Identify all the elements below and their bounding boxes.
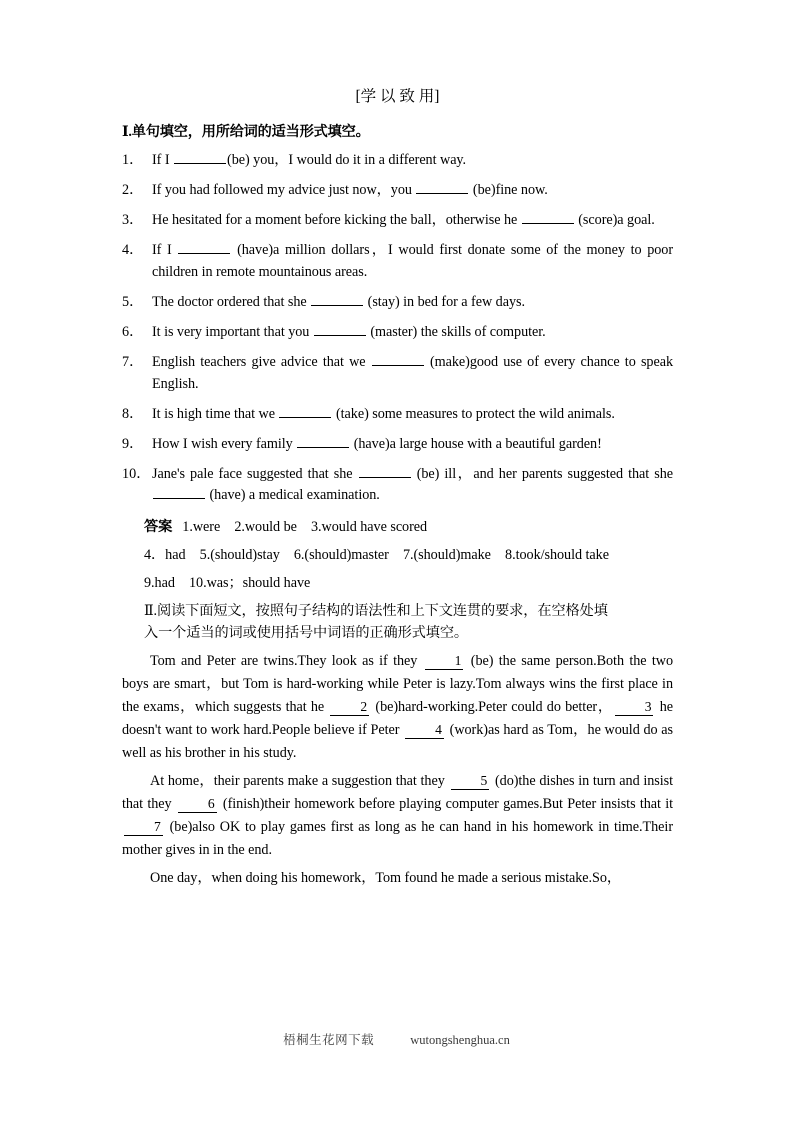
passage-text: he doesn't want to work hard.People believe if Peter — [122, 698, 673, 738]
answer-blank[interactable] — [359, 464, 411, 477]
question-number: 9． — [122, 435, 144, 452]
question-text: It is very important that you — [152, 323, 313, 340]
question-number: 4． — [122, 242, 144, 259]
page-footer — [0, 1030, 793, 1048]
question-text: The doctor ordered that she — [152, 293, 311, 310]
question-text: (have) a medical examination. — [206, 487, 380, 504]
question-number: 3． — [122, 212, 144, 229]
question-item — [122, 210, 673, 232]
passage-text: (do)the dishes in turn and insist that they — [122, 772, 674, 812]
question-text: (make)good use of every chance to speak English. — [152, 354, 673, 392]
question-text: If you had followed my advice just now，you — [152, 182, 416, 199]
answer-label: 答案 — [144, 518, 173, 535]
answer-text-1: 1.were 2.would be 3.would have scored — [182, 518, 428, 535]
passage-paragraph — [122, 650, 673, 765]
question-item — [122, 464, 673, 507]
answer-blank[interactable] — [314, 322, 366, 335]
question-text: How I wish every family — [152, 435, 297, 452]
question-text: It is high time that we — [152, 405, 279, 422]
question-number: 8． — [122, 405, 144, 422]
passage-text: (work)as hard as Tom，he would do as well as his brother in his study. — [122, 721, 673, 761]
question-number: 2． — [122, 182, 144, 199]
passage-text: Tom and Peter are twins.They look as if they — [150, 652, 423, 669]
passage-text: (be)hard-working.Peter could do better， — [371, 698, 613, 715]
passage-paragraph — [122, 867, 673, 890]
question-text: (take) some measures to protect the wild animals. — [332, 405, 615, 422]
question-text: (stay) in bed for a few days. — [364, 293, 525, 310]
question-text: (score)a goal. — [574, 212, 655, 229]
question-text: Jane's pale face suggested that she — [152, 465, 358, 482]
question-item — [122, 150, 673, 172]
answer-blank[interactable] — [153, 486, 205, 499]
answer-blank[interactable] — [178, 241, 230, 254]
question-item — [122, 322, 673, 344]
passage-paragraph — [122, 770, 673, 862]
question-number: 1． — [122, 151, 144, 168]
answer-blank[interactable] — [174, 151, 226, 164]
question-number: 5． — [122, 293, 144, 310]
passage-blank[interactable]: 6 — [178, 797, 217, 813]
footer-url: wutongshenghua.cn — [410, 1033, 510, 1047]
section-heading-2 — [122, 600, 673, 645]
question-text: (be) ill，and her parents suggested that she — [411, 465, 673, 482]
question-text: If I — [152, 151, 174, 168]
question-item — [122, 434, 673, 456]
section-heading-1: Ⅰ.单句填空，用所给词的适当形式填空。 — [122, 123, 370, 140]
passage-blank[interactable]: 5 — [451, 774, 490, 790]
document-content — [122, 86, 673, 890]
question-text: English teachers give advice that we — [152, 354, 371, 371]
passage-blank[interactable]: 1 — [425, 654, 464, 670]
question-item — [122, 180, 673, 202]
answer-line-3: 9.had 10.was；should have — [144, 574, 311, 591]
passage-text: (finish)their homework before playing computer games.But Peter insists that it — [218, 795, 673, 812]
question-text: He hesitated for a moment before kicking the ball，otherwise he — [152, 212, 521, 229]
question-item — [122, 352, 673, 395]
passage — [122, 650, 673, 890]
question-text: (be) you，I would do it in a different way. — [227, 151, 467, 168]
passage-blank[interactable]: 3 — [615, 700, 654, 716]
question-item — [122, 404, 673, 426]
answer-blank[interactable] — [372, 353, 424, 366]
question-number: 6． — [122, 323, 144, 340]
answer-blank[interactable] — [279, 404, 331, 417]
answer-block — [122, 516, 673, 594]
question-text: (be)fine now. — [469, 182, 548, 199]
passage-text: (be)also OK to play games first as long as he can hand in his homework in time.Their mother gives in in the end. — [122, 818, 673, 858]
question-number: 7． — [122, 354, 144, 371]
question-text: (have)a million dollars，I would first donate some of the money to poor children in remote mountainous areas. — [152, 242, 673, 280]
question-list — [122, 150, 673, 507]
passage-blank[interactable]: 7 — [124, 820, 163, 836]
question-text: (have)a large house with a beautiful garden! — [350, 435, 602, 452]
answer-blank[interactable] — [311, 292, 363, 305]
passage-blank[interactable]: 2 — [330, 700, 369, 716]
answer-line-2: 4．had 5.(should)stay 6.(should)master 7.(should)make 8.took/should take — [144, 546, 609, 563]
passage-text: At home，their parents make a suggestion that they — [150, 772, 449, 789]
footer-site-name: 梧桐生花网下载 — [283, 1033, 375, 1047]
answer-line-1 — [144, 516, 673, 538]
section-heading-2-line1: Ⅱ.阅读下面短文，按照句子结构的语法性和上下文连贯的要求，在空格处填 — [144, 602, 608, 619]
question-text: (master) the skills of computer. — [366, 323, 546, 340]
passage-blank[interactable]: 4 — [405, 723, 444, 739]
question-number: 10． — [122, 465, 151, 482]
page-title: [学 以 致 用] — [355, 88, 440, 105]
passage-text: One day，when doing his homework，Tom found he made a serious mistake.So， — [150, 869, 622, 886]
answer-blank[interactable] — [297, 434, 349, 447]
question-item — [122, 240, 673, 283]
question-text: If I — [152, 242, 178, 259]
passage-text: (be) the same person.Both the two boys are smart，but Tom is hard-working while Peter is lazy.Tom always wins the first place in the exams，which suggests that he — [122, 652, 674, 715]
question-item — [122, 292, 673, 314]
section-heading-2-line2: 入一个适当的词或使用括号中词语的正确形式填空。 — [144, 625, 469, 642]
answer-blank[interactable] — [522, 211, 574, 224]
answer-blank[interactable] — [416, 181, 468, 194]
